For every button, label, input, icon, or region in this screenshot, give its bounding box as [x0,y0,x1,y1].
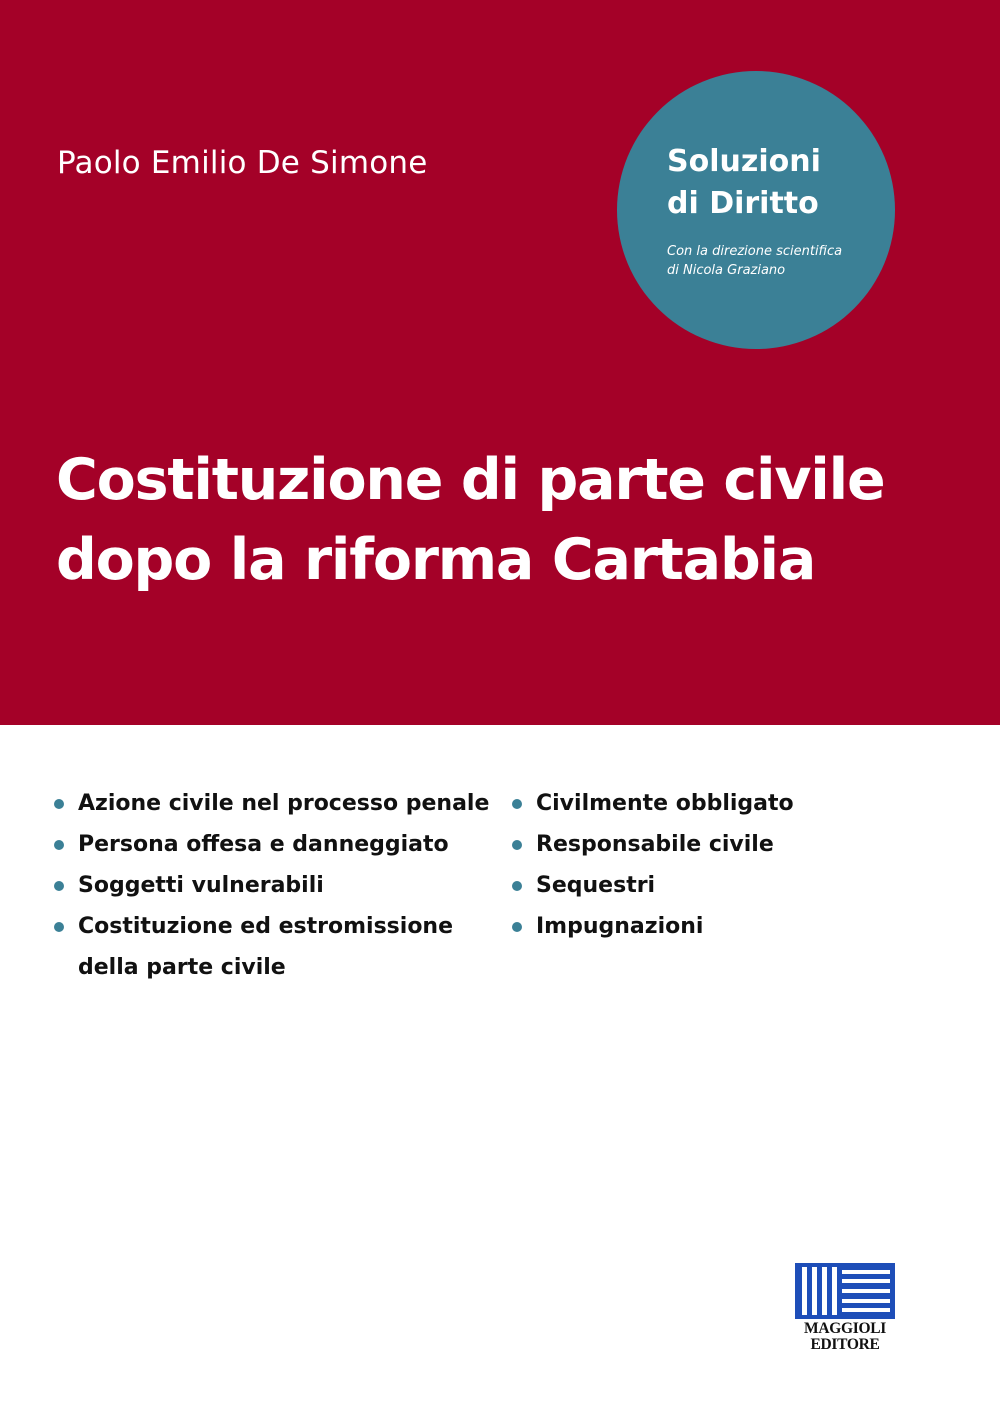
publisher-name-line: MAGGIOLI [804,1320,886,1337]
maggioli-logo-icon [795,1263,895,1319]
bullet-icon [54,881,64,891]
publisher-name [795,1321,895,1353]
topic-text: Responsabile civile [536,832,774,857]
series-subtitle-line: Con la direzione scientifica [667,244,843,259]
bullet-icon [512,840,522,850]
bullet-icon [54,799,64,809]
series-badge [617,71,895,349]
topic-item [512,865,952,906]
book-title [56,440,884,600]
bullet-icon [512,799,522,809]
author-name: Paolo Emilio De Simone [57,145,428,181]
series-title-line: Soluzioni [667,144,821,179]
topic-item [512,824,952,865]
bullet-icon [512,881,522,891]
topic-text: Civilmente obbligato [536,791,794,816]
topic-text: Azione civile nel processo penale [78,791,490,816]
topic-item [54,824,494,865]
topic-text: Persona offesa e danneggiato [78,832,449,857]
publisher-logo [795,1263,895,1353]
publisher-name-line: EDITORE [810,1336,880,1353]
series-title-line: di Diritto [667,186,819,221]
bullet-icon [512,922,522,932]
topic-item [54,783,494,824]
book-title-line: Costituzione di parte civile [56,447,885,513]
topic-text: della parte civile [78,955,286,980]
topic-text: Soggetti vulnerabili [78,873,324,898]
topic-item [512,906,952,947]
series-title [667,141,821,225]
book-title-line: dopo la riforma Cartabia [56,527,816,593]
bullet-icon [54,840,64,850]
topic-item [512,783,952,824]
series-subtitle [667,242,842,280]
topic-item [54,865,494,906]
series-subtitle-line: di Nicola Graziano [667,263,786,278]
topic-list-left [54,783,494,988]
topic-item [54,906,494,988]
topic-text: Impugnazioni [536,914,704,939]
bullet-icon [54,922,64,932]
topic-text: Sequestri [536,873,656,898]
topic-list-right [512,783,952,947]
topic-text: Costituzione ed estromissione [78,914,454,939]
